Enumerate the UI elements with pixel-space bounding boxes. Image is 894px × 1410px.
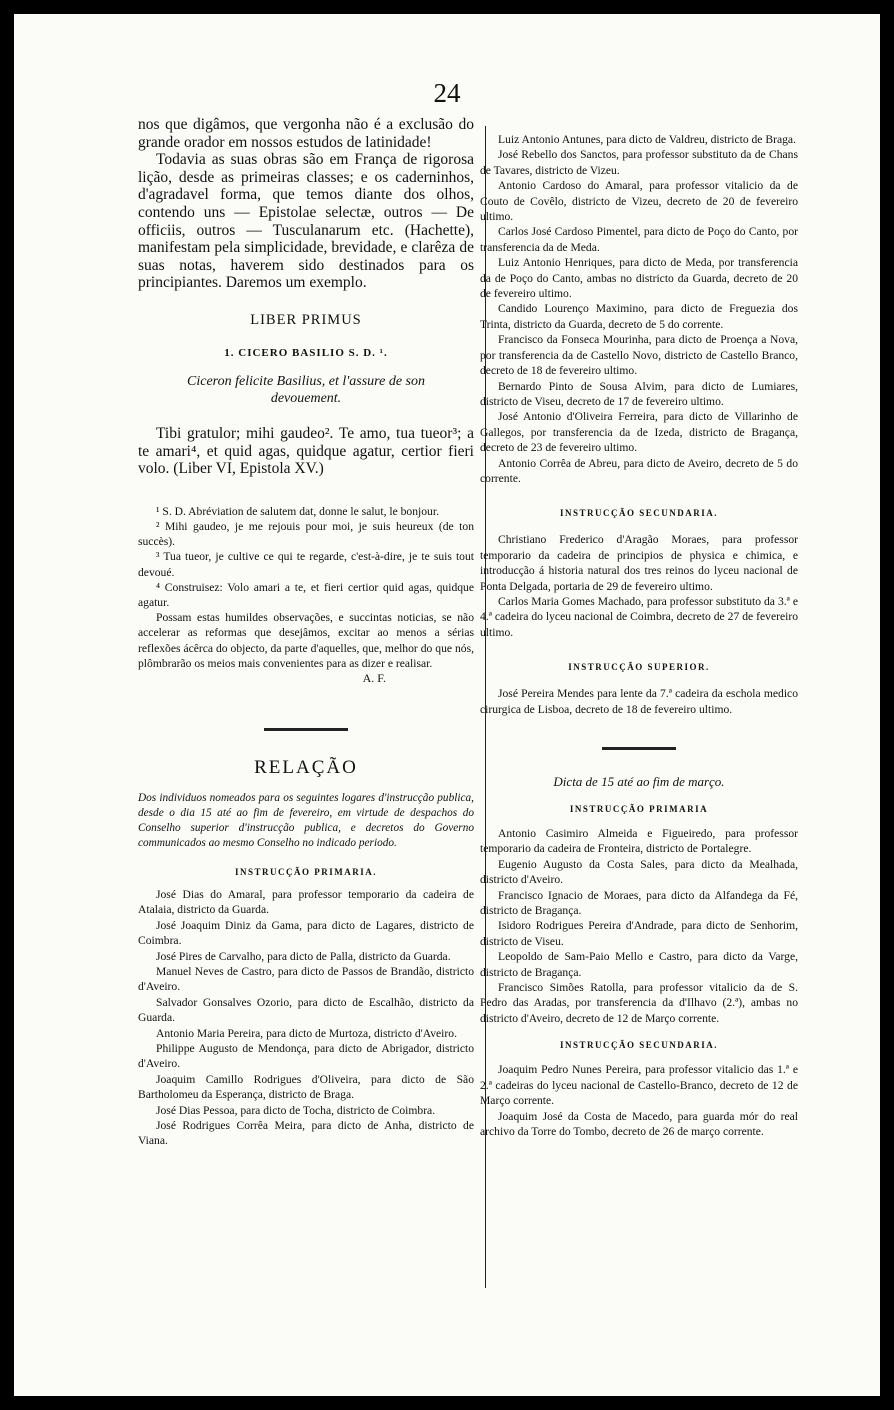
list-item: José Rebello dos Sanctos, para professor substituto da de Chans de Tavares, districto de Vizeu.	[480, 148, 798, 177]
list-item: Carlos Maria Gomes Machado, para professor substituto da 3.ª e 4.ª cadeira do lyceu nacional de Coimbra, decreto de 27 de fevereiro ultimo.	[480, 594, 798, 639]
secundaria2-list	[480, 1062, 798, 1139]
secundaria-list	[480, 532, 798, 640]
right-column	[480, 116, 798, 1139]
footnote: ⁴ Construisez: Volo amari a te, et fieri certior quid agas, quidque agatur.	[138, 580, 474, 609]
list-item: Joaquim Camillo Rodrigues d'Oliveira, para dicto de São Bartholomeu da Esperança, districto de Braga.	[138, 1072, 474, 1102]
footnote: ¹ S. D. Abréviation de salutem dat, donne le salut, le bonjour.	[156, 504, 439, 518]
list-item: José Dias do Amaral, para professor temporario da cadeira de Atalaia, districto da Guarda.	[138, 887, 474, 917]
list-item: José Dias Pessoa, para dicto de Tocha, districto de Coimbra.	[156, 1103, 436, 1117]
list-item: Francisco da Fonseca Mourinha, para dicto de Proença a Nova, por transferencia da de Castello Novo, districto de Castello Branco, decreto de 18 de fevereiro ultimo.	[480, 333, 798, 378]
list-item: Joaquim Pedro Nunes Pereira, para professor vitalicio das 1.ª e 2.ª cadeiras do lyceu nacional de Castello-Branco, decreto de 12 de Março corrente.	[480, 1063, 798, 1108]
footnote: Possam estas humildes observações, e succintas noticias, se não accelerar as reformas que desejâmos, excitar ao menos a sérias reflexões ácêrca do objecto, da parte d'aquelles, que, melhor do que nós, plômbrarão os meios mais convenientes para as dizer e realisar.	[138, 611, 474, 670]
section-heading: INSTRUCÇÃO SECUNDARIA.	[559, 508, 718, 519]
primaria2-list	[480, 826, 798, 1026]
list-item: Francisco Ignacio de Moraes, para dicto da Alfandega da Fé, districto de Bragança.	[480, 888, 798, 918]
list-item: Philippe Augusto de Mendonça, para dicto de Abrigador, districto d'Aveiro.	[138, 1042, 474, 1071]
list-item: Christiano Frederico d'Aragão Moraes, para professor temporario da cadeira de principios de physica e chimica, e introducção á historia natural dos tres reinos do lyceu nacional de Ponta Delgada, portaria de 29 de fevereiro ultimo.	[480, 533, 798, 593]
footnote: ³ Tua tueor, je cultive ce qui te regarde, c'est-à-dire, je te suis tout devoué.	[138, 550, 474, 579]
latin-text: Tibi gratulor; mihi gaudeo². Te amo, tua tueor³; a te amari⁴, et quid agas, quidque agatur, certior fieri volo. (Liber VI, Epistola XV.)	[138, 424, 474, 478]
list-item: Luiz Antonio Henriques, para dicto de Meda, por transferencia da de Poço do Canto, ambas no districto da Guarda, decreto de 20 de fevereiro ultimo.	[480, 256, 798, 301]
list-item: Joaquim José da Costa de Macedo, para guarda mór do real archivo da Torre do Tombo, decreto de 26 de março corrente.	[480, 1109, 798, 1138]
letter-title: 1. CICERO BASILIO S. D. ¹.	[224, 346, 388, 359]
list-item: Isidoro Rodrigues Pereira d'Andrade, para dicto de Senhorim, districto de Viseu.	[480, 919, 798, 948]
relacao-title: RELAÇÃO	[254, 756, 358, 778]
list-item: José Rodrigues Corrêa Meira, para dicto de Anha, districto de Viana.	[138, 1119, 474, 1148]
superior-list	[480, 686, 798, 717]
intro-text	[138, 116, 474, 292]
list-item: Salvador Gonsalves Ozorio, para dicto de Escalhão, districto da Guarda.	[138, 995, 474, 1025]
list-item: Antonio Corrêa de Abreu, para dicto de Aveiro, decreto de 5 do corrente.	[480, 456, 798, 485]
left-column	[138, 116, 474, 1149]
intro-paragraph: Todavia as suas obras são em França de rigorosa lição, desde as primeiras classes; e os caderninhos, d'agradavel forma, que temos diante dos olhos, contendo uns — Epistolae selectæ, outros — De officiis, outros — Tusculanarum etc. (Hachette), manifestam pela simplicidade, brevidade, e clarêza de suas notas, haverem sido destinados para os principiantes. Daremos um exemplo.	[138, 151, 474, 292]
list-item: Antonio Casimiro Almeida e Figueiredo, para professor temporario da cadeira de Fronteira, districto de Portalegre.	[480, 827, 798, 856]
list-item: Manuel Neves de Castro, para dicto de Passos de Brandão, districto d'Aveiro.	[138, 964, 474, 994]
document-page	[14, 14, 880, 1396]
list-item: Bernardo Pinto de Sousa Alvim, para dicto de Lumiares, districto de Viseu, decreto de 17 de fevereiro ultimo.	[480, 379, 798, 408]
separator-rule	[264, 728, 348, 731]
signature: A. F.	[362, 670, 386, 685]
primaria-list	[138, 887, 474, 1149]
letter-subtitle: Ciceron felicite Basilius, et l'assure de son devouement.	[187, 373, 425, 406]
separator-rule	[602, 747, 676, 750]
page-number: 24	[433, 78, 461, 108]
section-heading: INSTRUCÇÃO SUPERIOR.	[568, 662, 710, 673]
list-item: Antonio Maria Pereira, para dicto de Murtoza, districto d'Aveiro.	[156, 1026, 457, 1040]
list-item: Leopoldo de Sam-Paio Mello e Castro, para dicto da Varge, districto de Bragança.	[480, 950, 798, 979]
intro-paragraph: nos que digâmos, que vergonha não é a exclusão do grande orador em nossos estudos de latinidade!	[138, 116, 474, 151]
list-item: José Joaquim Diniz da Gama, para dicto de Lagares, districto de Coimbra.	[138, 918, 474, 948]
list-item: Antonio Cardoso do Amaral, para professor vitalicio da de Couto de Covêlo, districto de Vizeu, decreto de 20 de fevereiro ultimo.	[480, 179, 798, 224]
list-item: Eugenio Augusto da Costa Sales, para dicto da Mealhada, districto d'Aveiro.	[480, 857, 798, 887]
section-heading: INSTRUCÇÃO PRIMARIA	[569, 804, 709, 814]
section-heading: INSTRUCÇÃO SECUNDARIA.	[559, 1040, 718, 1051]
footnotes	[138, 504, 474, 671]
list-item: José Pereira Mendes para lente da 7.ª cadeira da eschola medico cirurgica de Lisboa, decreto de 18 de fevereiro ultimo.	[480, 687, 798, 716]
list-item: Candido Lourenço Maximino, para dicto de Freguezia dos Trinta, districto da Guarda, decreto de 5 do corrente.	[480, 302, 798, 331]
list-item: Luiz Antonio Antunes, para dicto de Valdreu, districto de Braga.	[498, 133, 796, 146]
relacao-subtitle: Dos individuos nomeados para os seguintes logares d'instrucção publica, desde o dia 15 até ao fim de fevereiro, em virtude de despachos do Conselho superior d'instrucção publica, e decretos do Governo communicados ao mesmo Conselho no indicado periodo.	[138, 791, 474, 849]
footnote: ² Mihi gaudeo, je me rejouis pour moi, je suis heureux (de ton succès).	[138, 519, 474, 549]
list-item: Carlos José Cardoso Pimentel, para dicto de Poço do Canto, por transferencia da de Meda.	[480, 225, 798, 254]
liber-title: LIBER PRIMUS	[250, 311, 362, 328]
list-item: José Antonio d'Oliveira Ferreira, para dicto de Villarinho de Gallegos, por transferencia da de Izeda, districto de Bragança, decreto de 23 de fevereiro ultimo.	[480, 410, 798, 455]
primaria-continued-list	[480, 132, 798, 486]
dicta-title: Dicta de 15 até ao fim de março.	[553, 774, 725, 789]
section-heading: INSTRUCÇÃO PRIMARIA.	[234, 866, 377, 877]
list-item: Francisco Simões Ratolla, para professor vitalicio da de S. Pedro das Aradas, por transferencia da d'Ilhavo (2.ª), ambas no districto d'Aveiro, decreto de 12 de Março corrente.	[480, 981, 798, 1025]
list-item: José Pires de Carvalho, para dicto de Palla, districto da Guarda.	[156, 949, 451, 963]
